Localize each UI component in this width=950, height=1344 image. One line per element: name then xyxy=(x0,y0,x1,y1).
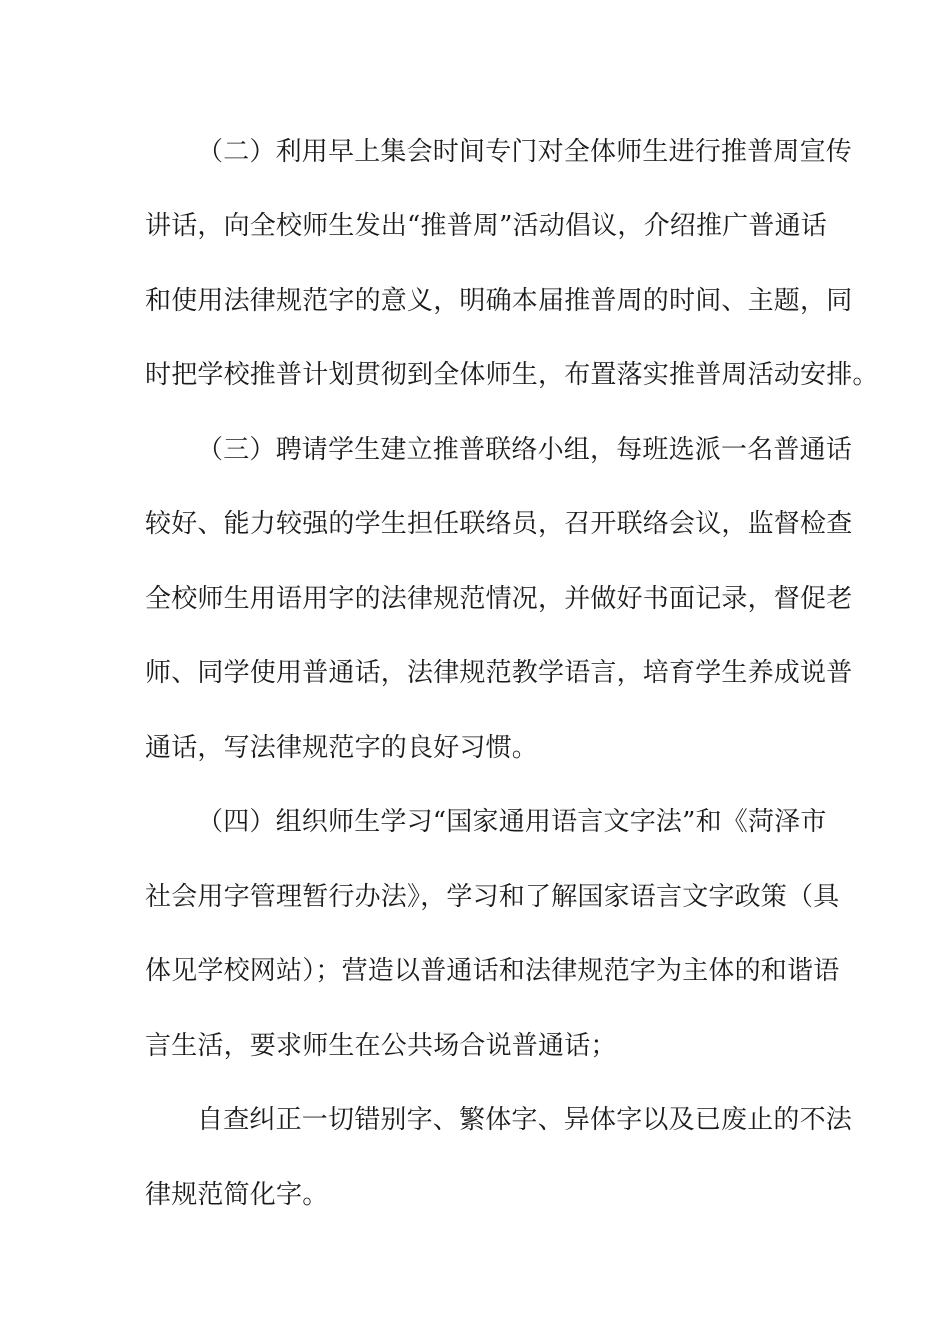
paragraph-5-line-1: 自查纠正一切错别字、繁体字、异体字以及已废止的不法 xyxy=(197,1105,853,1135)
paragraph-3-line-2: 较好、能力较强的学生担任联络员，召开联络会议，监督检查 xyxy=(145,509,853,539)
paragraph-2-line-3: 和使用法律规范字的意义，明确本届推普周的时间、主题，同 xyxy=(145,286,853,316)
paragraph-4-line-2: 社会用字管理暂行办法》，学习和了解国家语言文字政策（具 xyxy=(145,882,840,912)
paragraph-4-line-4: 言生活，要求师生在公共场合说普通话； xyxy=(145,1031,617,1061)
paragraph-5-line-2: 律规范简化字。 xyxy=(145,1180,329,1210)
paragraph-3-line-1: （三）聘请学生建立推普联络小组，每班选派一名普通话 xyxy=(197,435,853,465)
paragraph-3-line-3: 全校师生用语用字的法律规范情况，并做好书面记录，督促老 xyxy=(145,584,853,614)
paragraph-2-line-4: 时把学校推普计划贯彻到全体师生，布置落实推普周活动安排。 xyxy=(145,360,879,390)
paragraph-3-line-4: 师、同学使用普通话，法律规范教学语言，培育学生养成说普 xyxy=(145,658,853,688)
paragraph-4-line-1: （四）组织师生学习“国家通用语言文字法”和《菏泽市 xyxy=(197,807,827,837)
paragraph-2-line-1: （二）利用早上集会时间专门对全体师生进行推普周宣传 xyxy=(197,137,853,167)
paragraph-3-line-5: 通话，写法律规范字的良好习惯。 xyxy=(145,733,539,763)
paragraph-2-line-2: 讲话，向全校师生发出“推普周”活动倡议，介绍推广普通话 xyxy=(145,211,827,241)
paragraph-4-line-3: 体见学校网站）；营造以普通话和法律规范字为主体的和谐语 xyxy=(145,956,840,986)
